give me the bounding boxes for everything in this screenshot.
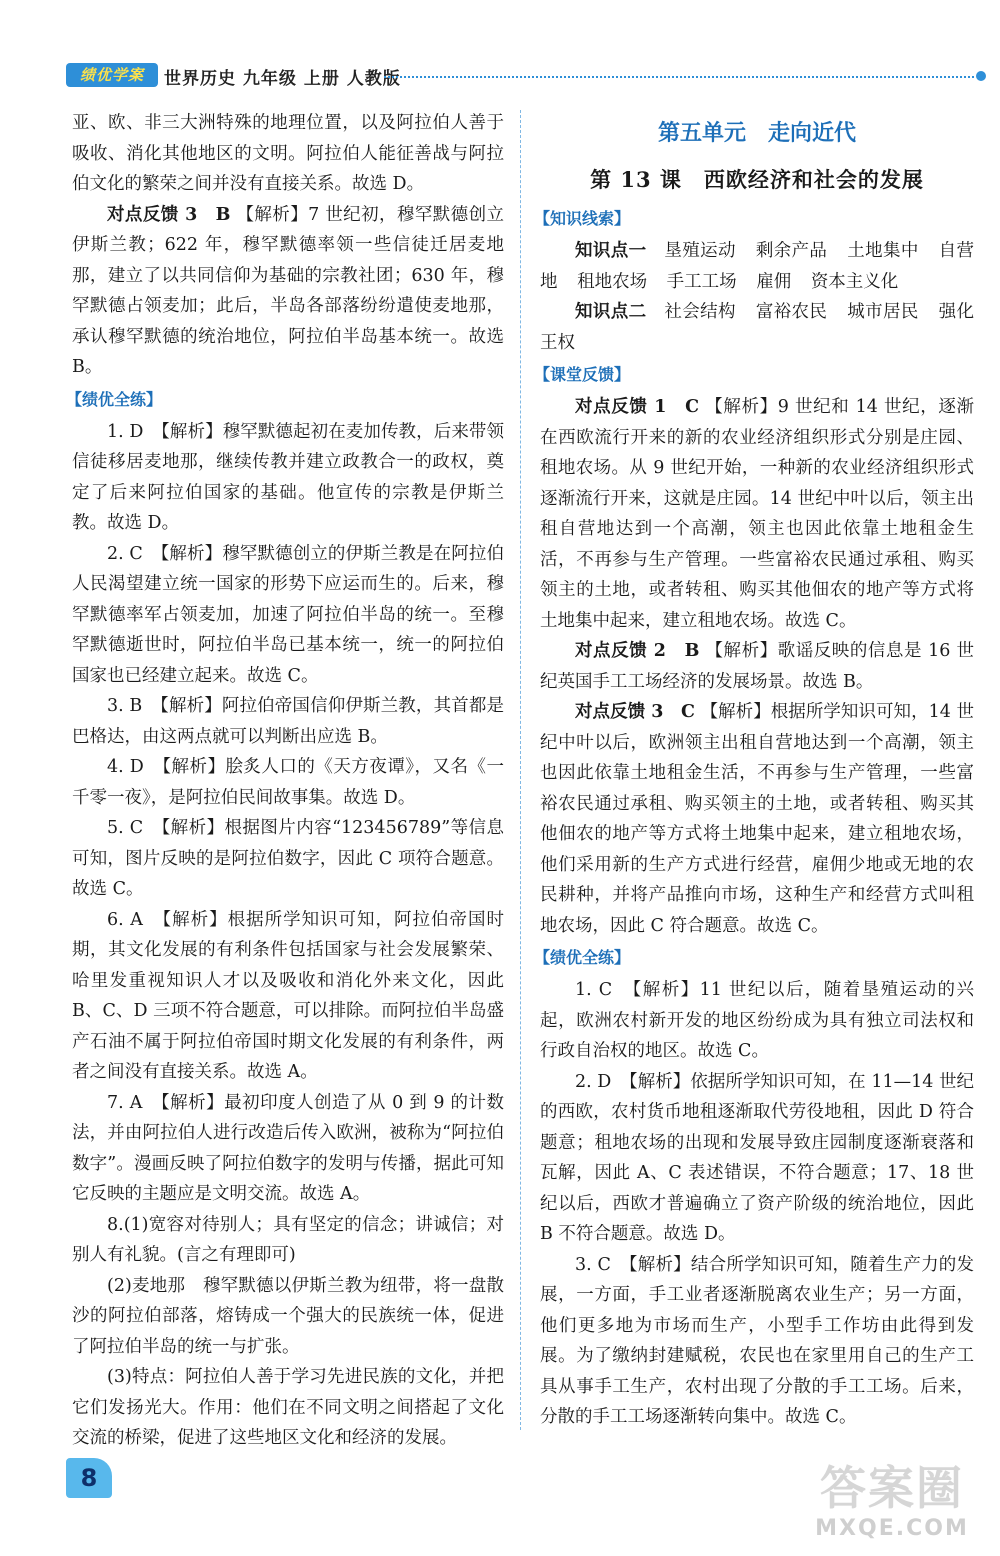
knowledge-point-name: 知识点二 (575, 302, 647, 322)
knowledge-term: 自营地 (540, 241, 974, 292)
answer-item: 3. C 【解析】结合所学知识可知，随着生产力的发展，一方面，手工业者逐渐脱离农业生产；另一方面，他们更多地为市场而生产，小型手工作坊由此得到发展。为了缴纳封建赋税，农民也在家里用自己的生产工具从事手工生产，农村出现了分散的手工工场。后来，分散的手工工场逐渐转向集中。故选 C。 (540, 1254, 974, 1427)
answer-lead: 对点反馈 1 C (575, 397, 700, 417)
knowledge-term: 租地农场 (577, 271, 648, 292)
right-column (534, 108, 974, 1433)
left-column (66, 108, 504, 1454)
answer-body: 【解析】歌谣反映的信息是 16 世纪英国手工工场经济的发展场景。故选 B。 (540, 641, 974, 692)
knowledge-term: 土地集中 (847, 241, 919, 261)
answer-paragraph (72, 200, 504, 383)
answer-item: 7. A 【解析】最初印度人创造了从 0 到 9 的计数法，并由阿拉伯人进行改造后传入欧洲，被称为“阿拉伯数字”。漫画反映了阿拉伯数字的发明与传播，据此可知它反映的主题应是文明交流。故选 A。 (72, 1092, 504, 1204)
knowledge-term: 垦殖运动 (664, 241, 736, 261)
page-number: 8 (66, 1458, 112, 1498)
section-tag: 【知识线索】 (534, 209, 631, 228)
answer-item: (2)麦地那 穆罕默德以伊斯兰教为纽带，将一盘散沙的阿拉伯部落，熔铸成一个强大的民族统一体，促进了阿拉伯半岛的统一与扩张。 (72, 1275, 504, 1357)
section-tag: 【绩优全练】 (66, 389, 163, 409)
column-divider (520, 110, 521, 1430)
answer-item: 2. C 【解析】穆罕默德创立的伊斯兰教是在阿拉伯人民渴望建立统一国家的形势下应运而生的。后来，穆罕默德率军占领麦加，加速了阿拉伯半岛的统一。至穆罕默德逝世时，阿拉伯半岛已基本统一，统一的阿拉伯国家也已经建立起来。故选 C。 (72, 543, 504, 686)
book-title: 世界历史 九年级 上册 人教版 (164, 69, 401, 89)
watermark-glyphs: 答案圈 (820, 1461, 964, 1515)
answer-item: 8.(1)宽容对待别人；具有坚定的信念；讲诚信；对别人有礼貌。(言之有理即可) (72, 1214, 504, 1265)
knowledge-point-1 (540, 236, 974, 297)
answer-item: 4. D 【解析】脍炙人口的《天方夜谭》，又名《一千零一夜》，是阿拉伯民间故事集。故选 D。 (72, 757, 504, 808)
answer-body: 【解析】9 世纪和 14 世纪，逐渐在西欧流行开来的新的农业经济组织形式分别是庄园、租地农场。从 9 世纪开始，一种新的农业经济组织形式逐渐流行开来，这就是庄园。14 世纪中叶以后，领主出租自营地达到一个高潮，领主也因此依靠土地租金生活，不再参与生产管理。一些富裕农民通过承租、购买领主的土地，或者转租、购买其他佃农的地产等方式将土地集中起来，建立租地农场。故选 C。 (540, 397, 974, 631)
watermark (802, 1460, 982, 1550)
section-tag: 【课堂反馈】 (534, 365, 631, 384)
knowledge-term: 雇佣 (756, 271, 792, 292)
answer-body: 【解析】根据所学知识可知，14 世纪中叶以后，欧洲领主出租自营地达到一个高潮，领主也因此依靠土地租金生活，不再参与生产管理，一些富裕农民通过承租、购买领主的土地，或者转租、购买其他佃农的地产等方式将土地集中起来，建立租地农场，他们采用新的生产方式进行经营，雇佣少地或无地的农民耕种，并将产品推向市场，这种生产和经营方式叫租地农场，因此 C 符合题意。故选 C。 (540, 702, 974, 936)
watermark-url: MXQE.COM (815, 1516, 969, 1541)
knowledge-point-2 (540, 297, 974, 358)
answer-item: 1. D 【解析】穆罕默德起初在麦加传教，后来带领信徒移居麦地那，继续传教并建立政教合一的政权，奠定了后来阿拉伯国家的基础。他宣传的宗教是伊斯兰教。故选 D。 (72, 421, 504, 533)
answer-lead: 对点反馈 3 C (575, 702, 695, 722)
answer-item: 1. C 【解析】11 世纪以后，随着垦殖运动的兴起，欧洲农村新开发的地区纷纷成为具有独立司法权和行政自治权的地区。故选 C。 (540, 980, 974, 1061)
answer-body: 【解析】7 世纪初，穆罕默德创立伊斯兰教；622 年，穆罕默德率领一些信徒迁居麦地那，建立了以共同信仰为基础的宗教社团；630 年，穆罕默德占领麦加；此后，半岛各部落纷纷遣使麦地那，承认穆罕默德的统治地位，阿拉伯半岛基本统一。故选 B。 (72, 204, 504, 377)
header-dot (976, 71, 986, 81)
answer-item: 2. D 【解析】依据所学知识可知，在 11—14 世纪的西欧，农村货币地租逐渐取代劳役地租，因此 D 符合题意；租地农场的出现和发展导致庄园制度逐渐衰落和瓦解，因此 A、C 表述错误，不符合题意；17、18 世纪以后，西欧才普遍确立了资产阶级的统治地位，因此 B 不符合题意。故选 D。 (540, 1071, 974, 1244)
knowledge-term: 城市居民 (847, 302, 919, 322)
answer-item: 3. B 【解析】阿拉伯帝国信仰伊斯兰教，其首都是巴格达，由这两点就可以判断出应选 B。 (72, 696, 504, 747)
answer-lead: 对点反馈 3 B (107, 204, 231, 225)
answer-paragraph (540, 392, 974, 636)
knowledge-term: 手工工场 (666, 271, 737, 292)
knowledge-term: 资本主义化 (810, 271, 899, 292)
unit-title: 第五单元 走向近代 (657, 121, 856, 146)
answer-item: 5. C 【解析】根据图片内容“123456789”等信息可知，图片反映的是阿拉伯数字，因此 C 项符合题意。故选 C。 (72, 818, 504, 899)
paragraph: 亚、欧、非三大洲特殊的地理位置，以及阿拉伯人善于吸收、消化其他地区的文明。阿拉伯人能征善战与阿拉伯文化的繁荣之间并没有直接关系。故选 D。 (72, 113, 504, 194)
series-logo: 绩优学案 (66, 63, 158, 87)
knowledge-point-name: 知识点一 (575, 241, 647, 261)
header-dotted-rule (384, 76, 974, 78)
answer-paragraph (540, 697, 974, 941)
answer-paragraph (540, 636, 974, 697)
section-tag: 【绩优全练】 (534, 948, 631, 967)
knowledge-term: 社会结构 (664, 302, 736, 322)
answer-lead: 对点反馈 2 B (575, 641, 700, 661)
answer-item: (3)特点：阿拉伯人善于学习先进民族的文化，并把它们发扬光大。作用：他们在不同文明之间搭起了文化交流的桥梁，促进了这些地区文化和经济的发展。 (72, 1367, 504, 1448)
running-header (66, 60, 986, 90)
knowledge-term: 强化王权 (540, 302, 974, 353)
knowledge-term: 剩余产品 (755, 241, 828, 261)
knowledge-term: 富裕农民 (755, 302, 828, 322)
lesson-title: 第 13 课 西欧经济和社会的发展 (590, 167, 924, 192)
answer-item: 6. A 【解析】根据所学知识可知，阿拉伯帝国时期，其文化发展的有利条件包括国家与社会发展繁荣、哈里发重视知识人才以及吸收和消化外来文化，因此 B、C、D 三项不符合题意，可以排除。而阿拉伯半岛盛产石油不属于阿拉伯帝国时期文化发展的有利条件，两者之间没有直接关系。故选 A。 (72, 909, 504, 1082)
